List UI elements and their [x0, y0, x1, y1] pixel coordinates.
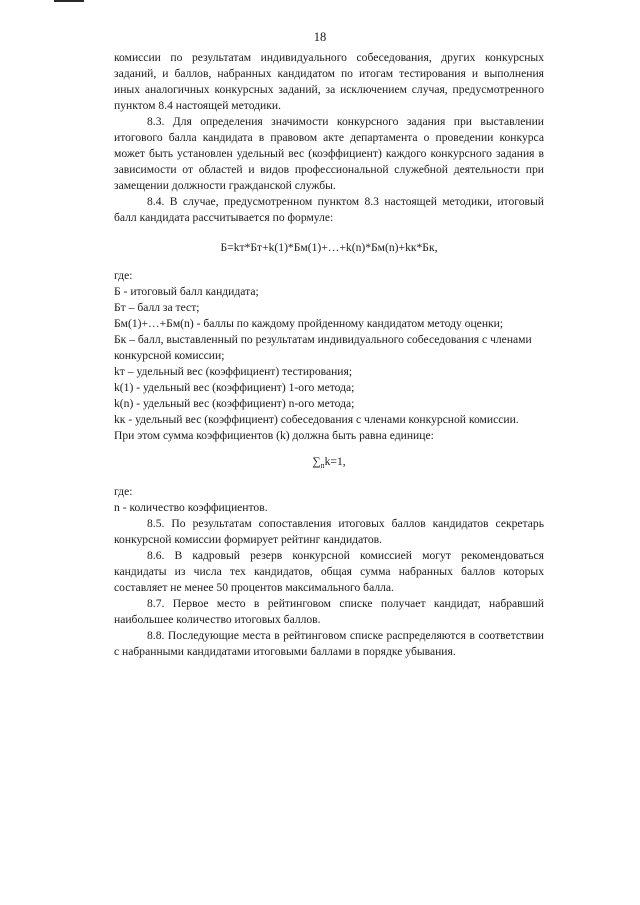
- sum-symbol: ∑: [312, 455, 321, 468]
- paragraph-8-5: 8.5. По результатам сопоставления итоговых баллов кандидатов секретарь конкурсной комиссии формирует рейтинг кандидатов.: [114, 517, 544, 546]
- definition-method-scores: Бм(1)+…+Бм(n) - баллы по каждому пройденному кандидатом методу оценки;: [114, 317, 504, 330]
- page-number: 18: [313, 30, 327, 44]
- sum-intro: При этом сумма коэффициентов (k) должна быть равна единице:: [114, 429, 434, 442]
- definition-interview-score: Бк – балл, выставленный по результатам индивидуального собеседования с членами конкурсной комиссии;: [114, 333, 532, 362]
- paragraph-continuation: комиссии по результатам индивидуального собеседования, других конкурсных заданий, и баллов, набранных кандидатом по итогам тестирования и выполнения иных аналогичных конкурсных заданий, за исключением случая, предусмотренного пунктом 8.4 настоящей методики.: [114, 51, 544, 112]
- definition-methodn-weight: k(n) - удельный вес (коэффициент) n-ого метода;: [114, 397, 355, 410]
- document-body: [114, 50, 544, 660]
- corner-mark: [54, 0, 84, 2]
- definition-total-score: Б - итоговый балл кандидата;: [114, 285, 259, 298]
- where-label-2: где:: [114, 485, 133, 498]
- definition-method1-weight: k(1) - удельный вес (коэффициент) 1-ого метода;: [114, 381, 355, 394]
- score-formula: Б=kт*Бт+k(1)*Бм(1)+…+k(n)*Бм(n)+kк*Бк,: [220, 241, 438, 254]
- sum-formula: [114, 454, 544, 474]
- paragraph-8-4: 8.4. В случае, предусмотренном пунктом 8.3 настоящей методики, итоговый балл кандидата рассчитывается по формуле:: [114, 195, 544, 224]
- paragraph-8-7: 8.7. Первое место в рейтинговом списке получает кандидат, набравший наибольшее количество итоговых баллов.: [114, 597, 544, 626]
- sum-subscript: n: [320, 461, 325, 470]
- paragraph-8-6: 8.6. В кадровый резерв конкурсной комиссией могут рекомендоваться кандидаты из числа тех кандидатов, общая сумма набранных баллов которых составляет не менее 50 процентов максимального балла.: [114, 549, 544, 594]
- paragraph-8-8: 8.8. Последующие места в рейтинговом списке распределяются в соответствии с набранными кандидатами итоговыми баллами в порядке убывания.: [114, 629, 544, 658]
- definition-test-score: Бт – балл за тест;: [114, 301, 200, 314]
- definition-test-weight: kт – удельный вес (коэффициент) тестирования;: [114, 365, 353, 378]
- definition-interview-weight: kк - удельный вес (коэффициент) собеседования с членами конкурсной комиссии.: [114, 413, 519, 426]
- paragraph-8-3: 8.3. Для определения значимости конкурсного задания при выставлении итогового балла кандидата в правовом акте департамента о проведении конкурса может быть установлен удельный вес (коэффициент) каждого конкурсного задания в зависимости от областей и видов профессиональной служебной деятельности при замещении должности гражданской службы.: [114, 115, 544, 192]
- n-definition: n - количество коэффициентов.: [114, 501, 268, 514]
- where-label: где:: [114, 269, 133, 282]
- sum-rest: k=1,: [324, 455, 346, 468]
